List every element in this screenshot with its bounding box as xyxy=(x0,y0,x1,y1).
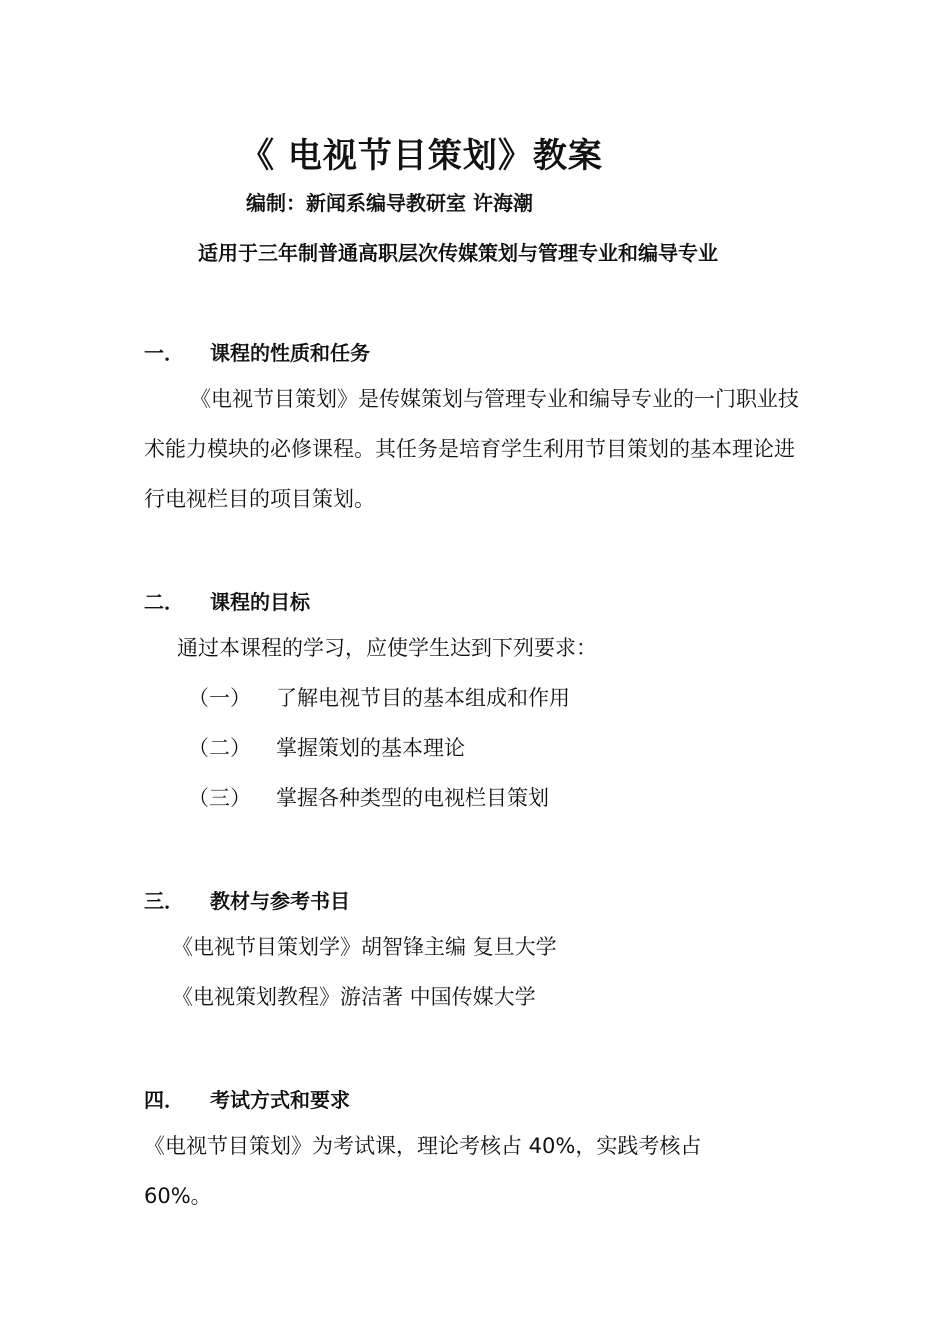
list-item-text: 掌握策划的基本理论 xyxy=(276,736,465,760)
list-item-text: 了解电视节目的基本组成和作用 xyxy=(276,686,570,710)
section-title: 教材与参考书目 xyxy=(210,889,350,913)
exam-text-line-1: 《电视节目策划》为考试课，理论考核占 40%，实践考核占 xyxy=(144,1134,702,1158)
section-number: 一． xyxy=(144,341,184,365)
section-2-intro: 通过本课程的学习，应使学生达到下列要求： xyxy=(177,636,597,660)
document-title: 《 电视节目策划》教案 xyxy=(240,136,603,176)
list-item-label: （三） xyxy=(188,786,251,810)
book-reference: 《电视节目策划学》胡智锋主编 复旦大学 xyxy=(172,935,557,959)
section-number: 四． xyxy=(144,1088,184,1112)
book-reference: 《电视策划教程》游洁著 中国传媒大学 xyxy=(172,985,536,1009)
applies-to-line: 适用于三年制普通高职层次传媒策划与管理专业和编导专业 xyxy=(198,241,718,265)
section-heading-1 xyxy=(144,337,370,366)
section-number: 三． xyxy=(144,889,184,913)
section-title: 课程的目标 xyxy=(210,590,310,614)
list-item xyxy=(188,673,570,723)
section-1-paragraph: 《电视节目策划》是传媒策划与管理专业和编导专业的一门职业技术能力模块的必修课程。其任务是培育学生利用节目策划的基本理论进行电视栏目的项目策划。 xyxy=(144,387,799,511)
section-heading-4 xyxy=(144,1084,350,1113)
list-item xyxy=(188,723,465,773)
section-title: 课程的性质和任务 xyxy=(210,341,370,365)
editor-line: 编制：新闻系编导教研室 许海潮 xyxy=(246,191,533,215)
list-item-label: （一） xyxy=(188,686,251,710)
list-item xyxy=(188,773,549,823)
section-heading-3 xyxy=(144,885,350,914)
list-item-label: （二） xyxy=(188,736,251,760)
section-number: 二． xyxy=(144,590,184,614)
list-item-text: 掌握各种类型的电视栏目策划 xyxy=(276,786,549,810)
exam-text-line-2: 60%。 xyxy=(144,1184,212,1208)
section-title: 考试方式和要求 xyxy=(210,1088,350,1112)
section-heading-2 xyxy=(144,586,310,615)
